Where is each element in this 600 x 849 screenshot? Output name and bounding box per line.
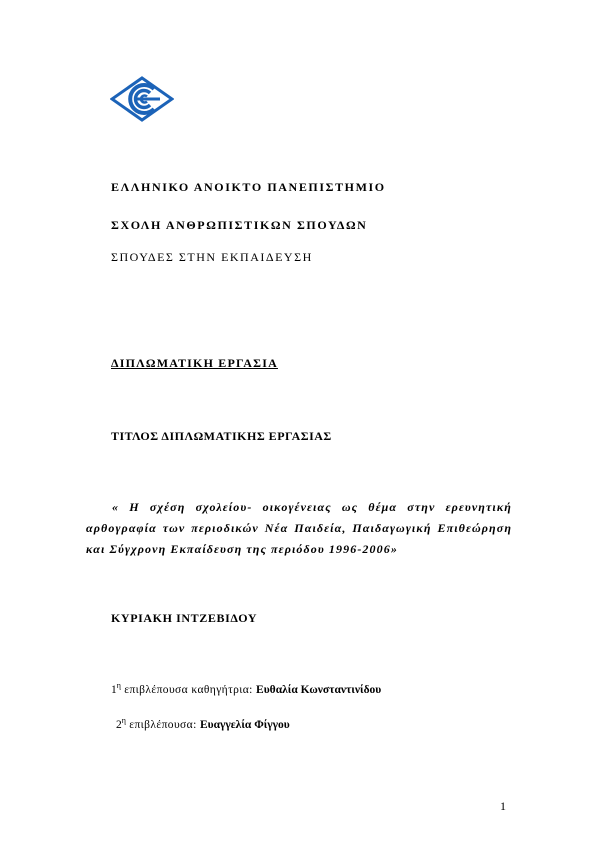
supervisor-number: 2 [116,718,122,731]
university-logo-icon [110,76,174,122]
school-name: ΣΧΟΛΗ ΑΝΘΡΩΠΙΣΤΙΚΩΝ ΣΠΟΥΔΩΝ [111,218,368,232]
university-name: ΕΛΛΗΝΙΚΟ ΑΝΟΙΚΤΟ ΠΑΝΕΠΙΣΤΗΜΙΟ [111,180,386,194]
program-name: ΣΠΟΥΔΕΣ ΣΤΗΝ ΕΚΠΑΙΔΕΥΣΗ [111,250,313,264]
page-number: 1 [500,799,506,813]
thesis-title-label: ΤΙΤΛΟΣ ΔΙΠΛΩΜΑΤΙΚΗΣ ΕΡΓΑΣΙΑΣ [111,429,332,443]
supervisor-ordinal: η [116,681,121,690]
university-logo [110,76,174,122]
supervisor-name: Ευαγγελία Φίγγου [199,718,290,731]
author-name: ΚΥΡΙΑΚΗ ΙΝΤΖΕΒΙΔΟΥ [111,611,258,625]
second-supervisor [116,716,290,731]
thesis-title-line: αρθογραφία των περιοδικών Νέα Παιδεία, Παιδαγωγική Επιθεώρηση [86,521,512,535]
thesis-title-line: « Η σχέση σχολείου- οικογένειας ως θέμα στην ερευνητική [112,500,512,514]
thesis-title [86,497,512,560]
supervisor-ordinal: η [121,716,126,725]
supervisor-role: επιβλέπουσα καθηγήτρια: [120,683,257,696]
supervisor-name: Ευθαλία Κωνσταντινίδου [256,683,382,696]
supervisor-number: 1 [111,683,117,696]
first-supervisor [111,681,381,696]
thesis-heading: ΔΙΠΛΩΜΑΤΙΚΗ ΕΡΓΑΣΙΑ [111,356,278,370]
supervisor-role: επιβλέπουσα: [125,718,200,731]
thesis-title-line: και Σύγχρονη Εκπαίδευση της περιόδου 1996-2006» [86,542,398,556]
